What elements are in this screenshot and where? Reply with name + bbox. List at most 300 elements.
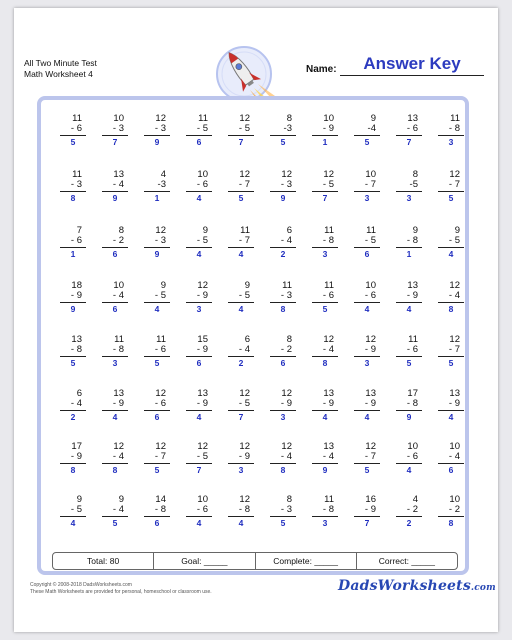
subtrahend: - 8: [406, 398, 418, 409]
subtrahend: - 5: [238, 290, 250, 301]
problem-item: [300, 226, 340, 259]
answer-value: 7: [238, 137, 244, 147]
minuend: 8: [412, 169, 418, 180]
answer-rule: [438, 356, 464, 357]
total-cell: Total: 80: [53, 553, 154, 569]
problem-item: [90, 389, 130, 422]
answer-rule: [438, 247, 464, 248]
problem-item: [216, 226, 256, 259]
answer-value: 1: [154, 193, 160, 203]
subtrahend: - 3: [154, 123, 166, 134]
answer-value: 4: [196, 193, 202, 203]
problem-item: [384, 281, 424, 314]
minuend: 10: [197, 494, 208, 505]
answer-rule: [186, 410, 212, 411]
title-line-1: All Two Minute Test: [24, 58, 97, 68]
answer-value: 7: [112, 137, 118, 147]
problem-item: [258, 442, 298, 475]
minuend: 12: [449, 334, 460, 345]
subtrahend: - 9: [112, 398, 124, 409]
minuend: 13: [197, 388, 208, 399]
minuend: 10: [449, 494, 460, 505]
subtrahend: - 4: [238, 344, 250, 355]
minuend: 12: [155, 225, 166, 236]
minuend: 12: [365, 334, 376, 345]
problem-item: [426, 442, 466, 475]
answer-value: 5: [448, 358, 454, 368]
subtrahend: - 4: [448, 451, 460, 462]
problem-item: [426, 281, 466, 314]
problem-item: [216, 442, 256, 475]
minuend: 11: [408, 334, 418, 345]
minuend: 11: [72, 113, 82, 124]
answer-value: 4: [238, 304, 244, 314]
subtrahend: - 4: [112, 290, 124, 301]
answer-rule: [438, 516, 464, 517]
answer-value: 9: [154, 137, 160, 147]
subtrahend: - 6: [406, 451, 418, 462]
answer-rule: [312, 463, 338, 464]
name-label: Name:: [306, 64, 337, 75]
answer-rule: [60, 191, 86, 192]
subtrahend: - 2: [448, 504, 460, 515]
problem-item: [342, 389, 382, 422]
minuend: 12: [113, 441, 124, 452]
answer-value: 9: [70, 304, 76, 314]
problem-item: [48, 281, 88, 314]
problem-item: [174, 226, 214, 259]
problem-item: [384, 335, 424, 368]
problem-item: [216, 114, 256, 147]
answer-rule: [102, 516, 128, 517]
minuend: 9: [244, 280, 250, 291]
problem-item: [48, 114, 88, 147]
answer-rule: [144, 135, 170, 136]
subtrahend: - 9: [448, 398, 460, 409]
minuend: 8: [286, 494, 292, 505]
answer-rule: [144, 302, 170, 303]
answer-value: 8: [280, 465, 286, 475]
subtrahend: - 3: [70, 179, 82, 190]
subtrahend: - 4: [280, 451, 292, 462]
minuend: 12: [155, 441, 166, 452]
subtrahend: -4: [367, 123, 376, 134]
problem-item: [90, 495, 130, 528]
minuend: 12: [365, 441, 376, 452]
answer-value: 5: [70, 358, 76, 368]
problem-item: [90, 114, 130, 147]
problem-item: [132, 495, 172, 528]
answer-rule: [354, 410, 380, 411]
minuend: 12: [281, 441, 292, 452]
minuend: 13: [113, 388, 124, 399]
answer-value: 7: [364, 518, 370, 528]
answer-rule: [60, 302, 86, 303]
complete-cell[interactable]: Complete: _____: [256, 553, 357, 569]
subtrahend: - 2: [112, 235, 124, 246]
minuend: 10: [323, 113, 334, 124]
subtrahend: - 5: [196, 123, 208, 134]
subtrahend: - 9: [196, 398, 208, 409]
answer-value: 5: [154, 358, 160, 368]
answer-rule: [354, 247, 380, 248]
answer-rule: [144, 247, 170, 248]
problem-item: [174, 389, 214, 422]
subtrahend: - 4: [112, 504, 124, 515]
answer-value: 4: [196, 518, 202, 528]
problem-item: [132, 389, 172, 422]
minuend: 10: [365, 280, 376, 291]
problem-item: [90, 170, 130, 203]
answer-value: 8: [70, 193, 76, 203]
minuend: 12: [197, 441, 208, 452]
answer-value: 4: [448, 249, 454, 259]
answer-value: 9: [154, 249, 160, 259]
problem-item: [48, 442, 88, 475]
name-row: [302, 56, 492, 78]
answer-rule: [438, 302, 464, 303]
answer-value: 8: [112, 465, 118, 475]
answer-value: 5: [70, 137, 76, 147]
minuend: 9: [454, 225, 460, 236]
answer-value: 5: [112, 518, 118, 528]
problem-item: [132, 281, 172, 314]
answer-rule: [186, 516, 212, 517]
answer-rule: [144, 410, 170, 411]
subtrahend: - 3: [280, 179, 292, 190]
subtrahend: - 6: [196, 179, 208, 190]
answer-rule: [60, 516, 86, 517]
answer-rule: [60, 247, 86, 248]
subtrahend: - 8: [322, 235, 334, 246]
problem-item: [132, 114, 172, 147]
minuend: 12: [239, 388, 250, 399]
answer-rule: [60, 463, 86, 464]
subtrahend: - 8: [238, 504, 250, 515]
answer-value: 5: [154, 465, 160, 475]
problem-item: [426, 226, 466, 259]
subtrahend: - 4: [112, 179, 124, 190]
answer-rule: [102, 410, 128, 411]
problem-item: [258, 226, 298, 259]
goal-cell[interactable]: Goal: _____: [154, 553, 255, 569]
minuend: 11: [450, 113, 460, 124]
problem-item: [216, 335, 256, 368]
minuend: 12: [239, 494, 250, 505]
problem-item: [48, 335, 88, 368]
minuend: 12: [449, 169, 460, 180]
answer-rule: [144, 516, 170, 517]
minuend: 12: [239, 113, 250, 124]
problem-item: [384, 170, 424, 203]
problem-item: [48, 170, 88, 203]
problem-item: [300, 495, 340, 528]
problem-item: [216, 389, 256, 422]
problem-item: [384, 442, 424, 475]
brand-logo[interactable]: [338, 578, 496, 594]
minuend: 11: [114, 334, 124, 345]
answer-value: 2: [280, 249, 286, 259]
subtrahend: - 6: [154, 344, 166, 355]
answer-rule: [396, 516, 422, 517]
answer-value: 8: [70, 465, 76, 475]
brand-suffix: .com: [470, 583, 496, 593]
answer-value: 4: [364, 304, 370, 314]
answer-rule: [270, 356, 296, 357]
answer-rule: [354, 302, 380, 303]
subtrahend: - 3: [280, 504, 292, 515]
problem-item: [258, 114, 298, 147]
answer-rule: [354, 516, 380, 517]
answer-rule: [438, 191, 464, 192]
answer-rule: [228, 463, 254, 464]
answer-rule: [60, 356, 86, 357]
answer-rule: [186, 302, 212, 303]
subtrahend: - 6: [406, 344, 418, 355]
minuend: 12: [197, 280, 208, 291]
answer-rule: [186, 247, 212, 248]
subtrahend: - 9: [364, 398, 376, 409]
minuend: 13: [449, 388, 460, 399]
minuend: 12: [239, 441, 250, 452]
answer-rule: [144, 463, 170, 464]
problem-item: [342, 442, 382, 475]
problem-item: [384, 114, 424, 147]
answer-value: 6: [112, 249, 118, 259]
answer-value: 5: [322, 304, 328, 314]
answer-rule: [102, 135, 128, 136]
answer-value: 4: [406, 304, 412, 314]
minuend: 11: [240, 225, 250, 236]
minuend: 13: [407, 113, 418, 124]
answer-rule: [312, 516, 338, 517]
problem-item: [342, 335, 382, 368]
answer-rule: [60, 410, 86, 411]
answer-value: 4: [406, 465, 412, 475]
problem-item: [426, 495, 466, 528]
subtrahend: - 9: [322, 123, 334, 134]
problem-item: [384, 495, 424, 528]
subtrahend: - 9: [406, 290, 418, 301]
answer-rule: [312, 356, 338, 357]
minuend: 16: [365, 494, 376, 505]
answer-rule: [270, 410, 296, 411]
answer-rule: [396, 247, 422, 248]
answer-rule: [438, 463, 464, 464]
answer-rule: [312, 191, 338, 192]
subtrahend: - 6: [364, 290, 376, 301]
answer-rule: [228, 516, 254, 517]
answer-value: 6: [112, 304, 118, 314]
minuend: 4: [412, 494, 418, 505]
answer-rule: [270, 247, 296, 248]
subtrahend: - 7: [238, 235, 250, 246]
problem-item: [90, 335, 130, 368]
subtrahend: - 3: [280, 290, 292, 301]
score-bar: [52, 552, 458, 570]
answer-rule: [186, 356, 212, 357]
answer-rule: [354, 191, 380, 192]
answer-value: 4: [112, 412, 118, 422]
subtrahend: - 9: [196, 344, 208, 355]
problem-item: [258, 281, 298, 314]
answer-value: 2: [406, 518, 412, 528]
subtrahend: - 5: [238, 398, 250, 409]
subtrahend: -3: [157, 179, 166, 190]
problem-item: [174, 281, 214, 314]
answer-rule: [312, 302, 338, 303]
answer-rule: [228, 191, 254, 192]
subtrahend: - 5: [238, 123, 250, 134]
minuend: 12: [281, 388, 292, 399]
problem-item: [426, 114, 466, 147]
problem-item: [300, 281, 340, 314]
brand-name: DadsWorksheets: [338, 578, 471, 594]
answer-value: 8: [322, 358, 328, 368]
problem-item: [132, 442, 172, 475]
answer-value: 7: [406, 137, 412, 147]
answer-rule: [144, 356, 170, 357]
minuend: 17: [71, 441, 82, 452]
minuend: 11: [156, 334, 166, 345]
problem-item: [342, 495, 382, 528]
answer-value: 1: [406, 249, 412, 259]
minuend: 8: [118, 225, 124, 236]
minuend: 8: [286, 113, 292, 124]
answer-value: 4: [70, 518, 76, 528]
subtrahend: - 7: [448, 344, 460, 355]
minuend: 12: [281, 169, 292, 180]
subtrahend: - 6: [406, 123, 418, 134]
answer-rule: [270, 463, 296, 464]
problem-item: [426, 170, 466, 203]
problem-item: [300, 442, 340, 475]
minuend: 11: [72, 169, 82, 180]
subtrahend: - 9: [322, 398, 334, 409]
copyright-line-1: Copyright © 2008-2018 DadsWorksheets.com: [30, 582, 132, 588]
problem-item: [426, 335, 466, 368]
answer-value: 2: [70, 412, 76, 422]
answer-value: 8: [448, 304, 454, 314]
minuend: 8: [286, 334, 292, 345]
minuend: 6: [244, 334, 250, 345]
problem-item: [90, 442, 130, 475]
correct-cell[interactable]: Correct: _____: [378, 556, 435, 566]
minuend: 12: [155, 113, 166, 124]
subtrahend: - 9: [364, 344, 376, 355]
answer-rule: [396, 191, 422, 192]
subtrahend: - 4: [280, 235, 292, 246]
answer-rule: [228, 356, 254, 357]
answer-value: 9: [322, 465, 328, 475]
answer-value: 3: [322, 249, 328, 259]
subtrahend: - 5: [70, 504, 82, 515]
answer-value: 5: [406, 358, 412, 368]
answer-rule: [438, 135, 464, 136]
answer-value: 4: [196, 412, 202, 422]
subtrahend: - 8: [322, 504, 334, 515]
answer-rule: [102, 191, 128, 192]
answer-rule: [102, 463, 128, 464]
answer-rule: [396, 302, 422, 303]
minuend: 10: [407, 441, 418, 452]
subtrahend: -5: [409, 179, 418, 190]
answer-rule: [228, 302, 254, 303]
subtrahend: - 5: [196, 235, 208, 246]
answer-value: 4: [154, 304, 160, 314]
minuend: 11: [324, 280, 334, 291]
answer-value: 7: [196, 465, 202, 475]
minuend: 10: [365, 169, 376, 180]
minuend: 9: [370, 113, 376, 124]
minuend: 12: [449, 280, 460, 291]
problem-item: [174, 495, 214, 528]
subtrahend: - 8: [70, 344, 82, 355]
subtrahend: - 4: [322, 451, 334, 462]
subtrahend: - 8: [112, 344, 124, 355]
minuend: 10: [197, 169, 208, 180]
minuend: 18: [71, 280, 82, 291]
answer-rule: [228, 247, 254, 248]
answer-value: 3: [364, 358, 370, 368]
answer-value: 9: [112, 193, 118, 203]
problem-item: [174, 335, 214, 368]
problem-item: [132, 170, 172, 203]
subtrahend: - 4: [70, 398, 82, 409]
answer-rule: [396, 463, 422, 464]
answer-rule: [186, 135, 212, 136]
subtrahend: - 8: [448, 123, 460, 134]
name-line[interactable]: [340, 75, 484, 76]
problem-item: [384, 389, 424, 422]
answer-rule: [102, 302, 128, 303]
problem-item: [258, 389, 298, 422]
answer-rule: [228, 410, 254, 411]
problem-item: [384, 226, 424, 259]
minuend: 13: [71, 334, 82, 345]
problem-item: [132, 226, 172, 259]
answer-value: 4: [238, 518, 244, 528]
minuend: 12: [155, 388, 166, 399]
answer-rule: [312, 135, 338, 136]
minuend: 13: [323, 441, 334, 452]
copyright-line-2: These Math Worksheets are provided for personal, homeschool or classroom use.: [30, 589, 212, 595]
problem-item: [48, 495, 88, 528]
answer-rule: [354, 463, 380, 464]
problem-item: [300, 114, 340, 147]
answer-value: 9: [280, 193, 286, 203]
answer-value: 1: [322, 137, 328, 147]
problem-item: [132, 335, 172, 368]
problem-item: [174, 114, 214, 147]
minuend: 13: [323, 388, 334, 399]
minuend: 10: [113, 113, 124, 124]
problem-item: [216, 281, 256, 314]
subtrahend: - 7: [154, 451, 166, 462]
minuend: 12: [323, 169, 334, 180]
minuend: 13: [365, 388, 376, 399]
problem-item: [174, 170, 214, 203]
answer-value: 6: [280, 358, 286, 368]
subtrahend: - 5: [364, 235, 376, 246]
answer-rule: [354, 135, 380, 136]
answer-value: 5: [364, 465, 370, 475]
copyright-notice: [30, 582, 212, 596]
answer-value: 6: [364, 249, 370, 259]
answer-value: 8: [448, 518, 454, 528]
answer-value: 5: [364, 137, 370, 147]
problem-item: [90, 226, 130, 259]
